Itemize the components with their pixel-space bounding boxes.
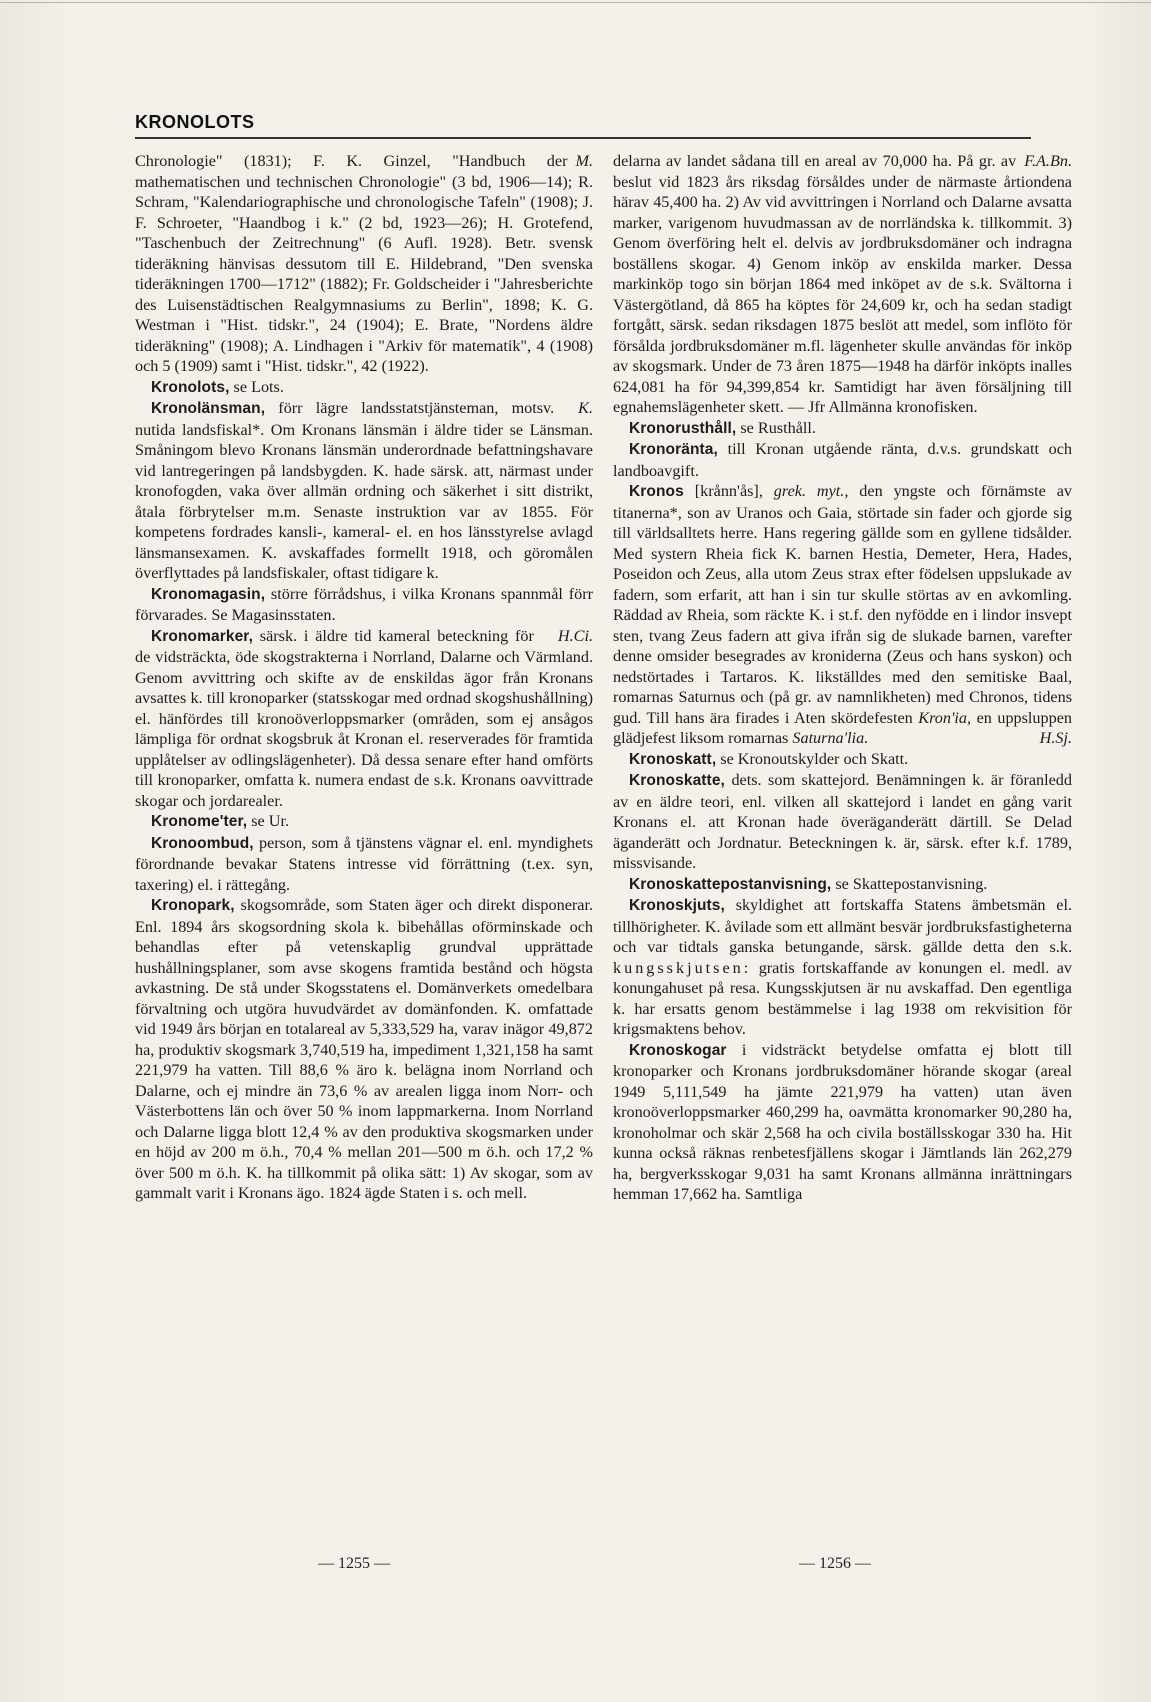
entry-kronoskatt — [613, 749, 1072, 771]
entry-kronoskogar — [613, 1040, 1072, 1205]
entry-text: större förrådshus, i vilka Kronans spannmål förr förvarades. Se Magasinsstaten. — [135, 584, 593, 624]
entry-text: se Skattepostanvisning. — [831, 874, 988, 893]
right-column — [613, 151, 1072, 1521]
headword: Kronoskatte, — [629, 772, 725, 789]
left-column — [135, 151, 593, 1521]
top-edge-rule — [0, 2, 1151, 3]
headword: Kronorusthåll, — [629, 419, 737, 437]
entry-kronoranta — [613, 439, 1072, 481]
entry-text: förr lägre landsstatstjänsteman, motsv. nutida landsfiskal*. Om Kronans länsmän i äldre tider se Länsman. Småningom blevo Kronans länsmän underordnade befattningshavare vid lantregeringen på landsbygden. K. hade särsk. att, närmast under kronofogden, vaka över allmän ordning och säkerhet i sitt distrikt, åtala förbrytelser m.m. Senaste instruktion var av 1855. För kompetens fordrades kansli-, kameral- el. en hos länsstyrelse avlagd länsmansexamen. K. avskaffades formellt 1918, och göromålen överflyttades på landsfiskaler, oftast tidigare k. — [135, 399, 593, 582]
author-signature: M. — [575, 152, 593, 170]
running-head: KRONOLOTS — [135, 112, 255, 132]
entry-kronoskatte — [613, 770, 1072, 874]
entry-kronolansman — [135, 398, 593, 584]
headword: Kronomarker, — [151, 627, 253, 645]
pronunciation: [krånn'ås], — [683, 482, 774, 500]
headword: Kronos — [629, 483, 684, 500]
header-rule — [135, 137, 1031, 139]
headword: Kronoskjuts, — [629, 897, 725, 914]
entry-text: särsk. i äldre tid kameral beteckning för de vidsträckta, öde skogstrakterna i Norrland, Dalarne och Värmland. Genom avvittring och skifte av de enskildas ägor från Kronans avsattes k. till kronoparker (statsskogar med ordnad skogshushållning) el. hänfördes till kronoöverloppsmarker (områden, som ej ansågos lämpliga för ordnat skogsbruk åt Kronan el. reserverades för framtida upplåtelser av odlingslägenheter). Då dessa senare efter hand omförts till kronoparker, omfatta k. numera endast de s.k. Kronans oavvittrade skogar och jordarealer. — [135, 626, 593, 810]
entry-text: person, som å tjänstens vägnar el. enl. myndighets förordnande bevakar Statens intresse vid förrättning (t.ex. syn, taxering) el. i rättegång. — [135, 833, 593, 894]
entry-text: gratis fortskaffande av konungen el. medl. av konungahuset på resa. Kungsskjutsen är nu avskaffad. Den egentliga k. har ersatts genom bestämmelse i lag 1938 om rekvisition för krigsmaktens behov. — [613, 958, 1072, 1038]
entry-text: en uppsluppen glädjefest liksom romarnas — [613, 708, 1072, 747]
entry-kronolots — [135, 377, 593, 399]
entry-continuation — [613, 151, 1072, 418]
entry-text: se Lots. — [229, 377, 284, 396]
italic-term: Saturna'lia. — [792, 729, 869, 747]
italic-term: Kron'ia, — [918, 708, 972, 727]
entry-text: i vidsträckt betydelse omfatta ej blott till kronoparker och Kronans jordbruksdomäner hörande skogar (areal 1949 5,111,549 ha jämte 221,979 ha vatten) utan även kronoöverloppsmarker 460,299 ha, oavmätta kronomarker 90,280 ha, kronoholmar och skär 2,568 ha och civila boställsskogar 330 ha. Hit kunna också räknas renbetesfjällens skogar i Jämtlands län 262,279 ha, bergverksskogar 9,031 ha samt Kronans allmänna inrättningars hemman 17,662 ha. Samtliga — [613, 1040, 1072, 1203]
headword: Kronoränta, — [629, 441, 718, 458]
author-signature: H.Sj. — [1039, 729, 1072, 747]
author-signature: K. — [578, 399, 593, 417]
entry-text: se Kronoutskylder och Skatt. — [716, 749, 909, 768]
entry-kronomarker — [135, 626, 593, 812]
entry-text: se Rusthåll. — [736, 418, 816, 437]
author-signature: H.Ci. — [557, 626, 593, 645]
entry-kronoombud — [135, 833, 593, 896]
entry-kronopark — [135, 895, 593, 1204]
entry-text: delarna av landet sådana till en areal av 70,000 ha. På gr. av beslut vid 1823 års riksdag försåldes under de närmaste årtiondena härav 45,400 ha. 2) Av vid avvittringen i Norrland och Dalarne avsatta marker, varigenom huvudmassan av de norrländska k. tillkommit. 3) Genom överföring helt el. delvis av jordbruksdomäner och indragna boställens skogar. 4) Genom inköp av enskilda marker. Dessa markinköp togo sin början 1864 med inköpet av de s.k. Svältorna i Västergötland, då 865 ha köptes för 24,609 kr, och ha sedan stadigt fortgått, särsk. sedan riksdagen 1875 beslöt att medel, som inflöto för försålda jordbruksdomäner m.fl. lägenheter skulle användas för inköp av skogsmark. Under de 73 åren 1875—1948 ha därför inköpts inalles 624,081 ha för 94,399,854 kr. Samtidigt har även försäljning till egnahemslägenheter skett. — Jfr Allmänna kronofisken. — [613, 152, 1072, 416]
entry-text: till Kronan utgående ränta, d.v.s. grundskatt och landboavgift. — [613, 440, 1072, 480]
page-number-right: — 1256 — — [799, 1555, 871, 1572]
headword: Kronoskatt, — [629, 750, 717, 768]
headword: Kronoskogar — [629, 1041, 727, 1059]
headword: Kronopark, — [151, 897, 235, 914]
headword: Kronolots, — [151, 378, 230, 396]
entry-kronorusthall — [613, 418, 1072, 440]
headword: Kronolänsman, — [151, 400, 266, 417]
entry-text: Chronologie" (1831); F. K. Ginzel, "Handbuch der mathematischen und technischen Chronologie" (3 bd, 1906—14); R. Schram, "Kalendariographische und chronologische Tafeln" (1908); J. F. Schroeter, "Haandbog i k." (2 bd, 1923—26); H. Grotefend, "Taschenbuch der Zeitrechnung" (6 Aufl. 1928). Betr. svensk tideräkning hänvisas dessutom till E. Hildebrand, "Den svenska tideräkningen 1700—1712" (1882); Fr. Goldscheider i "Jahresberichte des Luisenstädtischen Realgymnasiums zu Berlin", 1898; K. G. Westman i "Hist. tidskr.", 24 (1904); E. Brate, "Nordens äldre tideräkning" (1908); A. Lindhagen i "Arkiv för matematik", 4 (1908) och 5 (1909) samt i "Hist. tidskr.", 42 (1922). — [135, 152, 593, 375]
entry-text: skyldighet att fortskaffa Statens ämbetsmän el. tillhörigheter. K. åvilade som ett allmänt besvär jordbruksfastigheterna och var tidtals ganska betungande, särsk. gällde detta den s.k. — [613, 896, 1072, 956]
entry-kronomagasin — [135, 584, 593, 626]
headword: Kronome'ter, — [151, 813, 248, 830]
headword: Kronoombud, — [151, 834, 254, 852]
entry-continuation — [135, 151, 593, 377]
entry-kronoskattepostanvisning — [613, 874, 1072, 896]
field-label: grek. myt., — [773, 482, 849, 500]
entry-kronos — [613, 481, 1072, 749]
spaced-term: kungsskjutsen: — [613, 958, 752, 977]
entry-kronoskjuts — [613, 895, 1072, 1040]
page-number-left: — 1255 — — [318, 1555, 390, 1572]
entry-text: skogsområde, som Staten äger och direkt disponerar. Enl. 1894 års skogsordning skola k. bibehållas oförminskade och behandlas efter på vetenskaplig grundval upprättade hushållningsplaner, som avse skogens framtida bestånd och högsta avkastning. De stå under Skogsstatens el. Domänverkets omedelbara förvaltning och utgöra huvudvärdet av domänfonden. K. omfattade vid 1949 års början en totalareal av 5,333,529 ha, varav inägor 49,872 ha, produktiv skogsmark 3,740,519 ha, impediment 1,321,158 ha samt 221,979 ha vatten. Till 88,6 % äro k. belägna inom Norrland och Dalarne, och ej mindre än 73,6 % av arealen ligga inom Norr- och Västerbottens län och över 50 % inom lappmarkerna. Inom Norrland och Dalarne ligga blott 12,4 % av den produktiva skogsmarken under en höjd av 200 m ö.h., 70,4 % mellan 201—500 m ö.h. och 17,2 % över 500 m ö.h. K. ha tillkommit på olika sätt: 1) Av skogar, som av gammalt varit i Kronans ägo. 1824 ägde Staten i s. och mell. — [135, 896, 593, 1202]
entry-text: den yngste och förnämste av titanerna*, son av Uranos och Gaia, störtade sin fader och gjorde sig till världsalltets herre. Hans regering gällde som en gyllene tidsålder. Med systern Rheia fick K. barnen Hestia, Demeter, Hera, Hades, Poseidon och Zeus, alla utom Zeus strax efter födelsen uppslukade av fadern, som erfarit, att han i sin tur skulle störtas av en avkomling. Räddad av Rheia, som räckte K. i st.f. den nyfödde en i lindor insvept sten, tvang Zeus fadern att giva ifrån sig de slukade barnen, varefter denne omsider besegrades av kroniderna (Zeus och hans syskon) och nedstörtades i Tartaros. K. likställdes med den semitiske Baal, romarnas Saturnus och (på gr. av namnlikheten) med Chronos, tidens gud. Till hans ära firades i Aten skördefesten — [613, 482, 1072, 727]
author-signature: F.A.Bn. — [1024, 152, 1072, 170]
headword: Kronomagasin, — [151, 585, 266, 603]
entry-kronometer — [135, 811, 593, 833]
entry-text: se Ur. — [247, 812, 289, 830]
entry-text: dets. som skattejord. Benämningen k. är föranledd av en äldre teori, enl. vilken all skattejord i landet en gång varit Kronans el. att Kronan hade överäganderätt därtill. Se Delad äganderätt och Jordnatur. Beteckningen k. är, särsk. efter k.f. 1789, missvisande. — [613, 771, 1072, 872]
headword: Kronoskattepostanvisning, — [629, 875, 832, 893]
